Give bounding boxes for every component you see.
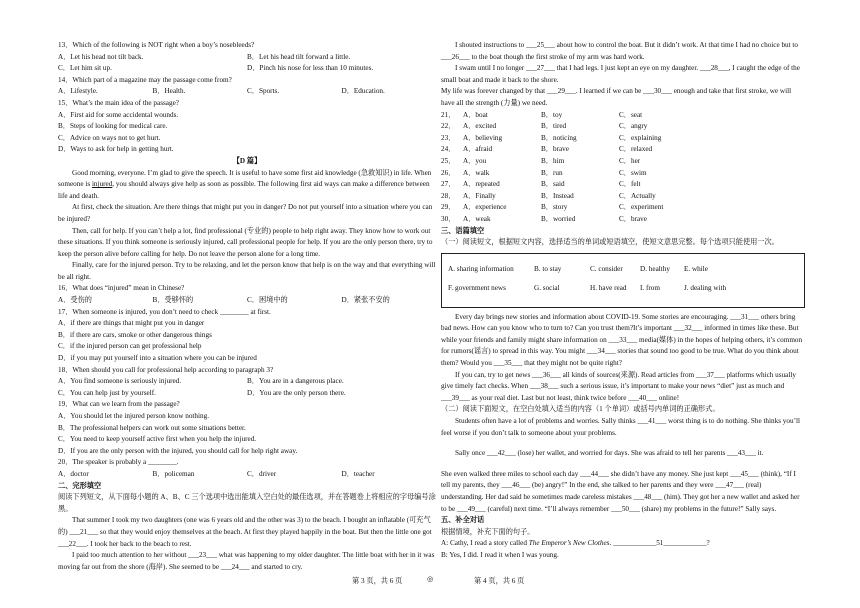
option-c: C．driver [247,469,277,478]
option-d: D．Pinch his nose for less than 10 minutes. [247,64,374,73]
section-5-instructions: 根据情境，补充下面的句子。 [441,527,535,536]
question-text: 17．When someone is injured, you don’t need to check ________ at first. [58,307,271,316]
word-bank-item: C. consider [590,264,623,273]
section-2-title: 二、完形填空 [58,481,102,490]
option-c: C．if the injured person can get professional help [58,342,202,351]
left-page-column [58,40,436,573]
question-14 [58,75,436,98]
option-c: C．Let him sit up. [58,64,112,73]
option-d: D．紧张不安的 [341,296,390,305]
option-a: A．if there are things that might put you in danger [58,319,205,328]
sally-paragraph-3: She even walked three miles to school each day ___44___ she didn’t have any money. She just kept ___45___ (think), “If I tell my parents, they ___46___ (be) angry!” In the end, she talked to her parents and they were ___47___ (real) understanding. Her dad said he sometimes made careless mistakes ___48___ (him). They got her a new wallet and asked her to be ___49___ (careful) next time. “I’ll always remember ___50___ (share) my problems in the future!” Sally says. [441,469,800,513]
question-text: 19．What can we learn from the passage? [58,400,180,409]
section-2-instructions: 阅读下列短文，从下面每小题的 A、B、C 三个选项中选出能填入空白处的最佳选项，并在答题卷上将相应的字母编号涂黑。 [58,493,436,513]
question-text: 20．The speaker is probably a ________. [58,458,179,467]
option-c: C．Advice on ways not to get hurt. [58,133,161,142]
word-bank-item: B. to stay [534,264,562,273]
book-title: The Emperor’s New Clothes [528,539,610,548]
choice-row: 28． A．Finally B．Instead C．Actually [441,191,656,200]
question-18 [58,365,436,400]
option-b: B．if there are cars, smoke or other dangerous things [58,330,212,339]
cloze-paragraph-2: I paid too much attention to her without ___23___ what was happening to my older daughter. The little boat with her in it was moving far out from the shore (海岸). She seemed to be ___24___ and started to cry. [58,551,435,571]
covid-paragraph-1: Every day brings new stories and information about COVID-19. Some stories are encouraging. ___31___ others bring bad news. How can you know who to turn to? Can you trust them?It’s important ___32___ informed in times like these. But while your friends and family might share information on ___33___ media(媒体) in the hopes of helping others, it’s common for rumors(谣言) to spread in this way. You might ___34___ stories that sound too good to be true. What do you think about them? Would you ___35___ that they might not be quite right? [441,312,803,368]
cloze-paragraph-5: My life was forever changed by that ___29___. I learned if we can be ___30___ enough and take that first stroke, we will have all the strength (力量) we need. [441,87,792,107]
cloze-paragraph-1: That summer I took my two daughters (one was 6 years old and the other was 3) to the beach. I bought an inflatable (可充气的) ___21___ so that they would enjoy themselves at the beach. At first they played happily in the boat. But then the little one got ___22___. I took her back to the beach to rest. [58,516,432,548]
word-bank-item: I. from [640,284,660,293]
option-c: C．困境中的 [247,296,288,305]
word-bank-item: J. dealing with [684,284,727,293]
section-3-instructions-1: （一）阅读短文，根据短文内容，选择适当的单词或短语填空，使短文意思完整。每个选项只能使用一次。 [441,238,779,247]
option-a: A．First aid for some accidental wounds. [58,110,179,119]
question-16 [58,283,436,306]
passage-d-paragraph-4: Finally, care for the injured person. Try to be relaxing, and let the person know that help is on the way and that everything will be all right. [58,261,436,281]
choice-row: 21． A．boat B．toy C．seat [441,110,643,119]
option-b: B．policeman [152,469,195,478]
question-17 [58,307,436,365]
choice-row: 22． A．excited B．tired C．angry [441,122,648,131]
section-5-title: 五、补全对话 [441,516,485,525]
option-b: B．You are in a dangerous place. [247,377,344,386]
cloze-choices [441,110,805,226]
question-13 [58,40,436,75]
option-d: D．if you may put yourself into a situation where you can be injured [58,354,257,363]
word-bank-row [448,283,798,295]
word-bank-item: A. sharing information [448,264,514,273]
option-c: C．Sports. [247,87,280,96]
word-bank-item: E. while [684,264,708,273]
option-d: D．You are the only person there. [247,388,346,397]
word-bank-item: H. have read [590,284,627,293]
option-a: A．doctor [58,469,89,478]
option-a: A．You find someone is seriously injured. [58,377,182,386]
option-b: B．Let his head tilt forward a little. [247,52,351,61]
choice-row: 27． A．repeated B．said C．felt [441,180,641,189]
section-3-instructions-2: （二）阅读下面短文，在空白处填入适当的内容（1 个单词）或括号内单词的正确形式。 [441,405,720,414]
sally-paragraph-1: Students often have a lot of problems and worries. Sally thinks ___41___ worst thing is to do nothing. She thinks you’ll feel worse if you don’t talk to someone about your problems. [441,417,800,437]
choice-row: 23． A．believing B．noticing C．explaining [441,133,662,142]
question-text: 16．What does “injured” mean in Chinese? [58,284,185,293]
option-d: D．If you are the only person with the injured, you should call for help right away. [58,446,298,455]
passage-d-paragraph-1: Good morning, everyone. I’m glad to give the speech. It is useful to have some first aid knowledge (急救知识) in life. When someone is injured, you should always give help as soon as possible. The following first aid ways can make a difference between life and death. [58,168,432,200]
question-text: 13．Which of the following is NOT right when a boy’s nosebleeds? [58,41,255,49]
section-3-title: 三、语篇填空 [441,226,485,235]
word-bank-item: F. government news [448,284,506,293]
cloze-paragraph-4: I swam until I no longer ___27___ that I had legs. I just kept an eye on my daughter. ___28___, I caught the edge of the small boat and made it back to the shore. [441,64,800,84]
cloze-paragraph-3: I shouted instructions to ___25___ about how to control the boat. But it didn’t work. At that time I had no choice but to ___26___ to the boat though the first stroke of my arm was hard work. [441,41,799,61]
dialogue-line-b: B: Yes, I did. I read it when I was young. [441,550,559,559]
passage-d-paragraph-2: At first, check the situation. Are there things that might put you in danger? Do not put yourself into a situation where you can be injured? [58,203,433,223]
covid-paragraph-2: If you can, try to get news ___36___ all kinds of sources(来源). Read articles from ___37___ platforms which usually give timely fact checks. When ___38___ such a serious issue, it’s important to make your news “diet” just as much and ___39___ as your real diet. Last but not least, think twice before ___40___ online! [441,370,796,402]
word-bank-box [441,253,805,308]
option-d: D．teacher [341,469,375,478]
sally-paragraph-2: Sally once ___42___ (lose) her wallet, and worried for days. She was afraid to tell her parents ___43___ it. [455,449,764,458]
option-d: D．Ways to ask for help in getting hurt. [58,145,174,154]
choice-row: 30． A．weak B．worried C．brave [441,214,647,223]
right-page-column [441,40,805,562]
option-d: D．Education. [341,87,385,96]
dialogue-line-a: A: Cathy, I read a story called The Emperor’s New Clothes. ____________51____________? [441,539,710,548]
word-bank-row [448,264,798,276]
choice-row: 24． A．afraid B．brave C．relaxed [441,145,653,154]
passage-d-heading: 【D 篇】 [232,156,262,165]
choice-row: 25． A．you B．him C．her [441,156,641,165]
page-number-left: 第 3 页，共 6 页 [352,577,403,585]
option-a: A．受伤的 [58,296,92,305]
binding-hole-icon: ◎ [427,575,434,583]
page-number-right: 第 4 页，共 6 页 [474,577,525,585]
option-c: C．You can help just by yourself. [58,388,156,397]
underlined-word: injured [91,180,113,189]
option-a: A．You should let the injured person know nothing. [58,412,209,420]
option-a: A．Let his head not tilt back. [58,52,144,61]
option-b: B．Health. [152,87,186,96]
option-b: B．Steps of looking for medical care. [58,122,168,131]
choice-row: 29． A．experience B．story C．experiment [441,203,664,212]
word-bank-item: G. social [534,284,560,293]
option-c: C．You need to keep yourself active first when you help the injured. [58,435,257,444]
option-a: A．Lifestyle. [58,87,98,96]
question-text: 14．Which part of a magazine may the passage come from? [58,75,232,84]
question-20 [58,457,436,480]
choice-row: 26． A．walk B．run C．swim [441,168,647,177]
question-text: 18．When should you call for professional help according to paragraph 3? [58,365,274,374]
option-b: B．The professional helpers can work out some situations better. [58,423,246,432]
question-15 [58,98,436,156]
passage-d-paragraph-3: Then, call for help. If you can’t help a lot, find professional (专业的) people to help right away. They know how to work out these situations. If you think someone is seriously injured, call professional people for help. If you are the only person there, try to keep the person alive before calling for help. Do not leave the person alone for a long time. [58,226,433,258]
word-bank-item: D. healthy [640,264,670,273]
question-19 [58,399,436,457]
option-b: B．受够怀的 [152,296,194,305]
question-text: 15．What’s the main idea of the passage? [58,98,179,107]
